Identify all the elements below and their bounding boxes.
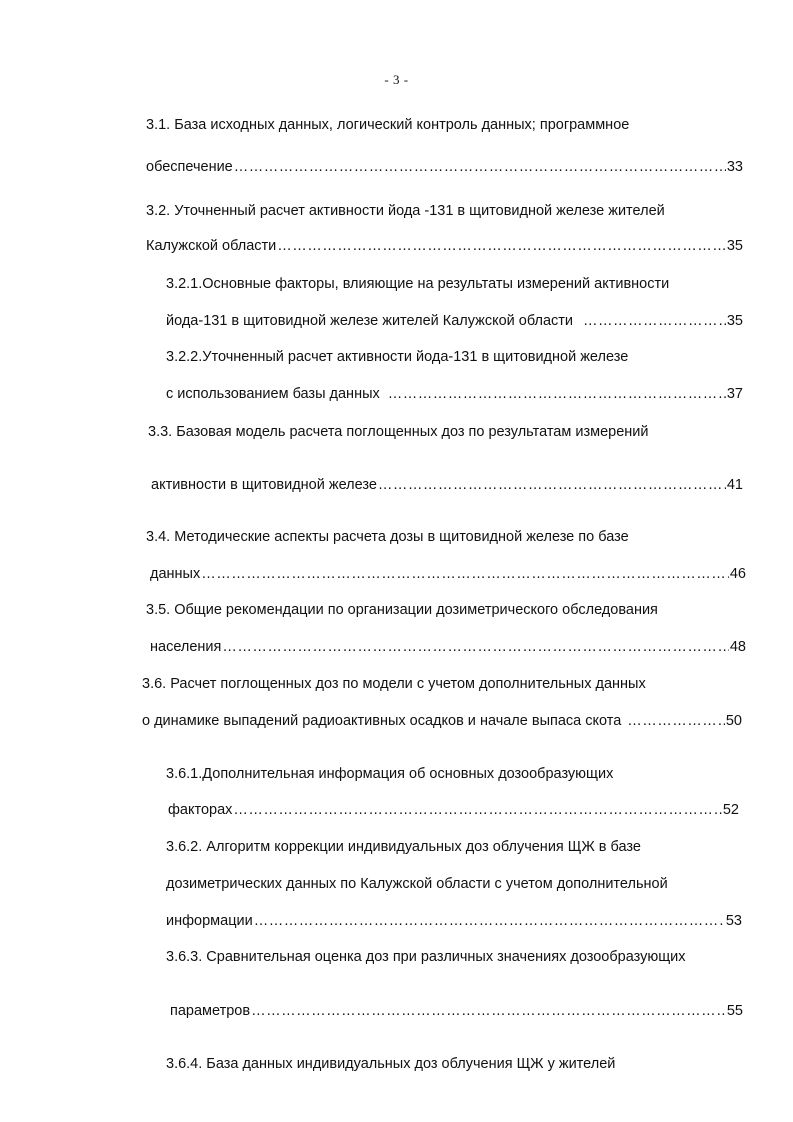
leader-dots — [251, 1002, 726, 1020]
toc-entry-3-5-title: 3.5. Общие рекомендации по организации дозиметрического обследования — [146, 602, 658, 618]
toc-entry-3-2-1-text: йода-131 в щитовидной железе жителей Калужской области — [166, 313, 574, 329]
toc-entry-3-2-2-title: 3.2.2.Уточненный расчет активности йода-131 в щитовидной железе — [166, 349, 629, 365]
toc-entry-3-6-text: о динамике выпадений радиоактивных осадков и начале выпаса скота — [142, 713, 622, 729]
toc-entry-3-2-page: 35 — [726, 238, 743, 254]
leader-dots — [627, 712, 725, 730]
toc-entry-3-6-2-page: 53 — [725, 913, 742, 929]
leader-dots — [277, 237, 726, 255]
leader-dots — [583, 312, 726, 330]
leader-dots — [378, 476, 726, 494]
toc-entry-3-2-leader — [146, 237, 743, 255]
toc-entry-3-3-leader — [151, 476, 743, 494]
toc-entry-3-3-title: 3.3. Базовая модель расчета поглощенных доз по результатам измерений — [148, 424, 649, 440]
toc-entry-3-3-text: активности в щитовидной железе — [151, 477, 377, 493]
toc-entry-3-6-3-text: параметров — [170, 1003, 251, 1019]
leader-dots — [254, 912, 725, 930]
toc-entry-3-5-page: 48 — [729, 639, 746, 655]
toc-entry-3-2-1-leader — [166, 312, 743, 330]
leader-dots — [222, 638, 728, 656]
toc-entry-3-1-leader — [146, 158, 743, 176]
toc-entry-3-6-title: 3.6. Расчет поглощенных доз по модели с учетом дополнительных данных — [142, 676, 646, 692]
leader-dots — [201, 565, 729, 583]
toc-entry-3-6-1-leader — [168, 801, 739, 819]
toc-entry-3-6-leader — [142, 712, 742, 730]
toc-entry-3-6-3-page: 55 — [726, 1003, 743, 1019]
toc-entry-3-2-text: Калужской области — [146, 238, 277, 254]
toc-entry-3-6-2-title: 3.6.2. Алгоритм коррекции индивидуальных доз облучения ЩЖ в базе — [166, 839, 641, 855]
toc-entry-3-6-2-mid: дозиметрических данных по Калужской области с учетом дополнительной — [166, 876, 668, 892]
leader-dots — [233, 801, 721, 819]
toc-entry-3-2-2-page: 37 — [726, 386, 743, 402]
toc-entry-3-6-1-title: 3.6.1.Дополнительная информация об основных дозообразующих — [166, 766, 614, 782]
toc-entry-3-3-page: 41 — [726, 477, 743, 493]
toc-entry-3-6-2-text: информации — [166, 913, 253, 929]
leader-dots — [234, 158, 726, 176]
toc-entry-3-4-page: 46 — [729, 566, 746, 582]
toc-entry-3-6-1-page: 52 — [722, 802, 739, 818]
toc-entry-3-6-4-title: 3.6.4. База данных индивидуальных доз облучения ЩЖ у жителей — [166, 1056, 616, 1072]
toc-entry-3-4-leader — [150, 565, 746, 583]
toc-entry-3-2-2-leader — [166, 385, 743, 403]
toc-entry-3-6-1-text: факторах — [168, 802, 233, 818]
toc-entry-3-2-1-title: 3.2.1.Основные факторы, влияющие на результаты измерений активности — [166, 276, 670, 292]
toc-entry-3-4-title: 3.4. Методические аспекты расчета дозы в щитовидной железе по базе — [146, 529, 629, 545]
toc-entry-3-1-page: 33 — [726, 159, 743, 175]
toc-entry-3-6-3-leader — [170, 1002, 743, 1020]
toc-entry-3-5-text: населения — [150, 639, 222, 655]
toc-entry-3-4-text: данных — [150, 566, 201, 582]
toc-entry-3-2-2-text: с использованием базы данных — [166, 386, 380, 402]
toc-entry-3-6-2-leader — [166, 912, 742, 930]
toc-entry-3-2-title: 3.2. Уточненный расчет активности йода -131 в щитовидной железе жителей — [146, 203, 665, 219]
toc-entry-3-1-title: 3.1. База исходных данных, логический контроль данных; программное — [146, 117, 630, 133]
leader-dots — [388, 385, 726, 403]
toc-entry-3-5-leader — [150, 638, 746, 656]
page-number: - 3 - — [384, 72, 409, 87]
toc-entry-3-1-text: обеспечение — [146, 159, 233, 175]
toc-entry-3-6-3-title: 3.6.3. Сравнительная оценка доз при различных значениях дозообразующих — [166, 949, 686, 965]
toc-entry-3-2-1-page: 35 — [726, 313, 743, 329]
toc-entry-3-6-page: 50 — [725, 713, 742, 729]
